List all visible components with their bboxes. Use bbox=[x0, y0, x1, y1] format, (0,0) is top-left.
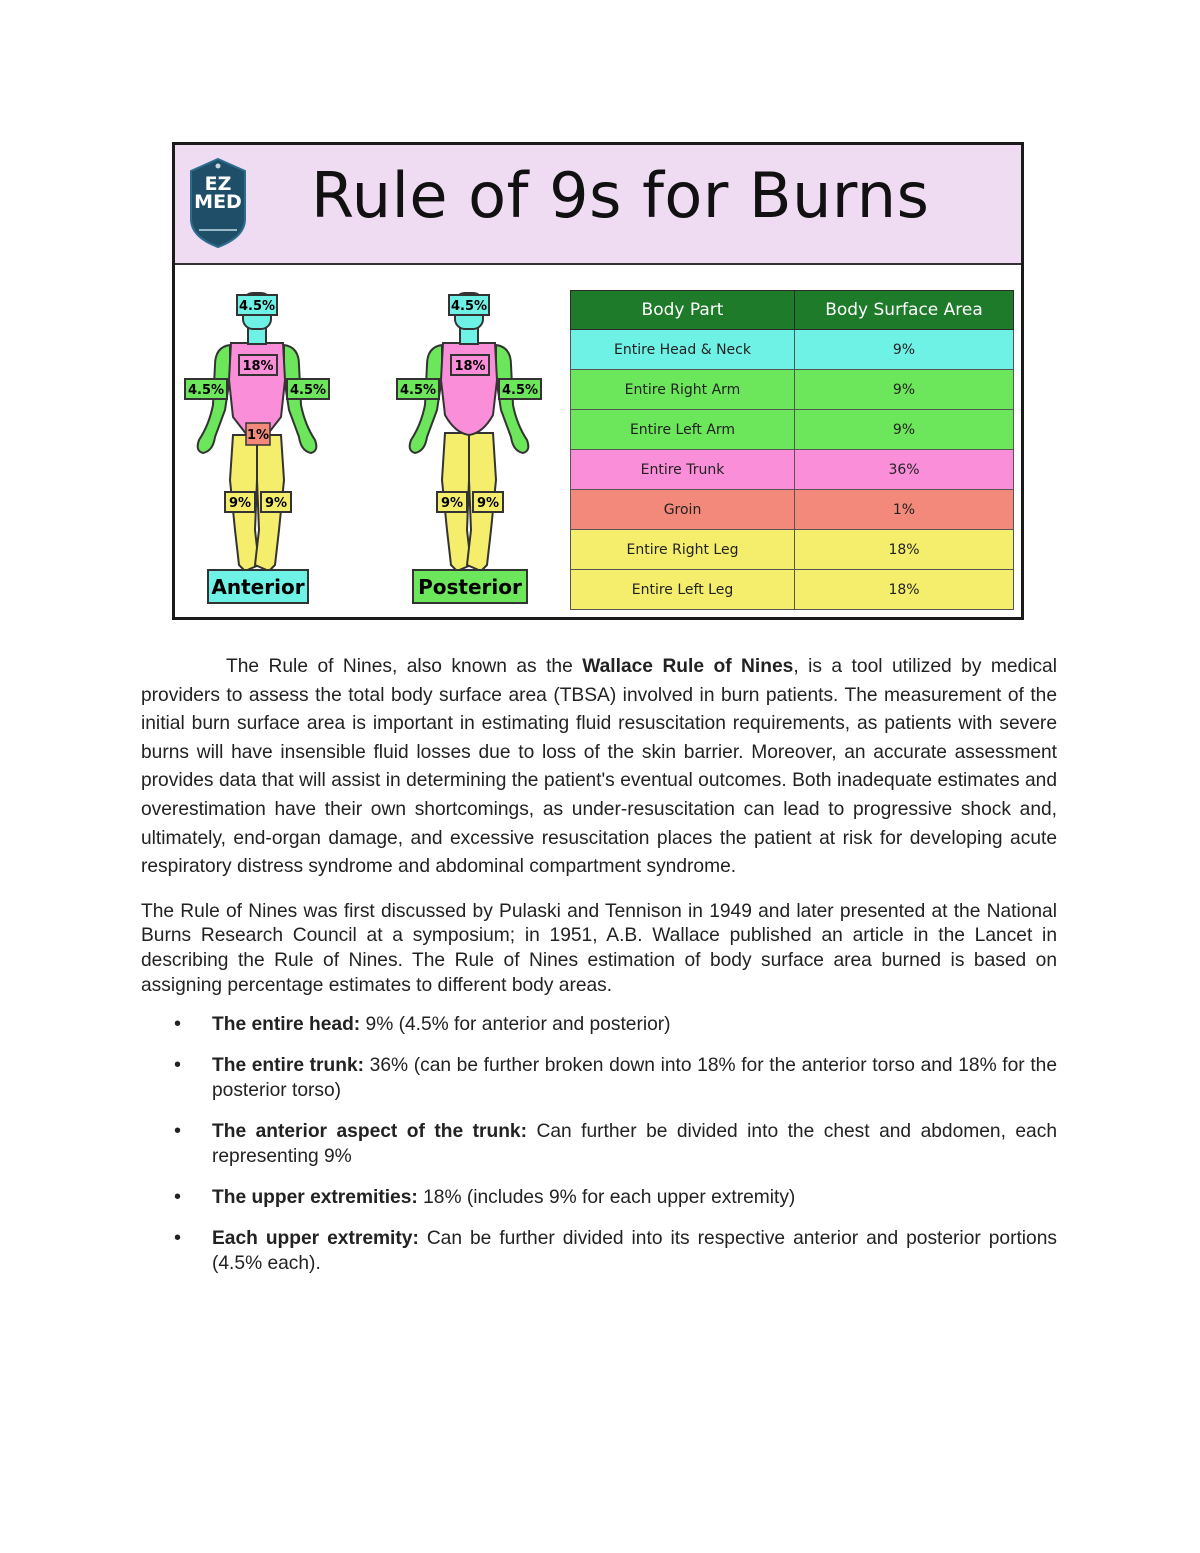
header-body-surface-area: Body Surface Area bbox=[795, 291, 1014, 330]
list-item-label: The entire head: bbox=[212, 1014, 361, 1036]
infographic-banner bbox=[175, 145, 1021, 265]
posterior-caption: Posterior bbox=[418, 575, 522, 599]
post-label-rarm: 4.5% bbox=[501, 383, 539, 398]
list-item bbox=[141, 1119, 1057, 1169]
body-figures bbox=[175, 265, 570, 620]
list-item-label: The upper extremities: bbox=[212, 1187, 418, 1209]
row-part: Entire Left Arm bbox=[571, 410, 795, 450]
list-item bbox=[141, 1012, 1057, 1037]
ant-label-head: 4.5% bbox=[238, 299, 276, 314]
bullet-icon: • bbox=[174, 1227, 182, 1250]
list-item-text: 18% (includes 9% for each upper extremity) bbox=[417, 1187, 796, 1209]
ant-label-larm: 4.5% bbox=[187, 383, 225, 398]
list-item-label: Each upper extremity: bbox=[212, 1228, 419, 1250]
post-label-larm: 4.5% bbox=[399, 383, 437, 398]
posterior-figure bbox=[397, 293, 541, 603]
table-row bbox=[571, 490, 1014, 530]
row-part: Entire Trunk bbox=[571, 450, 795, 490]
article-body bbox=[141, 653, 1057, 1292]
list-item-text: 36% (can be further broken down into 18% for the anterior torso and 18% for the posterior torso) bbox=[212, 1055, 1057, 1102]
infographic-title: Rule of 9s for Burns bbox=[311, 159, 930, 232]
post-label-rleg: 9% bbox=[476, 496, 500, 511]
row-part: Entire Right Arm bbox=[571, 370, 795, 410]
intro-paragraph bbox=[141, 653, 1057, 882]
anterior-caption: Anterior bbox=[211, 575, 305, 599]
post-label-head: 4.5% bbox=[450, 299, 488, 314]
row-area: 9% bbox=[795, 370, 1014, 410]
ant-label-lleg: 9% bbox=[228, 496, 252, 511]
list-item-label: The anterior aspect of the trunk: bbox=[212, 1121, 527, 1143]
list-item-text: Can further be divided into the chest and abdomen, each representing 9% bbox=[212, 1121, 1057, 1168]
table-row bbox=[571, 530, 1014, 570]
post-label-trunk: 18% bbox=[454, 359, 486, 374]
ant-label-rarm: 4.5% bbox=[289, 383, 327, 398]
list-item-label: The entire trunk: bbox=[212, 1055, 365, 1077]
table-header-row bbox=[571, 291, 1014, 330]
list-item bbox=[141, 1226, 1057, 1276]
ant-label-rleg: 9% bbox=[264, 496, 288, 511]
bullet-icon: • bbox=[174, 1186, 182, 1209]
table-row bbox=[571, 370, 1014, 410]
row-area: 9% bbox=[795, 330, 1014, 370]
ant-label-groin: 1% bbox=[246, 428, 270, 443]
logo-text: EZ MED bbox=[194, 173, 242, 213]
list-item bbox=[141, 1185, 1057, 1210]
body-surface-area-table bbox=[570, 290, 1014, 610]
bullet-icon: • bbox=[174, 1013, 182, 1036]
row-part: Entire Right Leg bbox=[571, 530, 795, 570]
history-paragraph: The Rule of Nines was first discussed by Pulaski and Tennison in 1949 and later presented at the National Burns Research Council at a symposium; in 1951, A.B. Wallace published an article in the Lancet in describing the Rule of Nines. The Rule of Nines estimation of body surface area burned is based on assigning percentage estimates to different body areas. bbox=[141, 900, 1057, 996]
row-area: 1% bbox=[795, 490, 1014, 530]
row-area: 9% bbox=[795, 410, 1014, 450]
list-item-text: Can be further divided into its respective anterior and posterior portions (4.5% each). bbox=[212, 1228, 1057, 1275]
body-area-list bbox=[141, 1012, 1057, 1276]
row-part: Entire Left Leg bbox=[571, 570, 795, 610]
table-row bbox=[571, 410, 1014, 450]
header-body-part: Body Part bbox=[571, 291, 795, 330]
ant-label-trunk: 18% bbox=[242, 359, 274, 374]
anterior-figure bbox=[185, 293, 329, 603]
row-area: 36% bbox=[795, 450, 1014, 490]
list-item-text: 9% (4.5% for anterior and posterior) bbox=[360, 1014, 671, 1036]
row-area: 18% bbox=[795, 530, 1014, 570]
row-part: Groin bbox=[571, 490, 795, 530]
bullet-icon: • bbox=[174, 1120, 182, 1143]
table-row bbox=[571, 570, 1014, 610]
ezmed-logo bbox=[187, 157, 249, 249]
list-item bbox=[141, 1053, 1057, 1103]
intro-text-rest: , is a tool utilized by medical providers to assess the total body surface area (TBSA) involved in burn patients. The measurement of the initial burn surface area is important in estimating fluid resuscitation requirements, as patients with severe burns will have insensible fluid losses due to loss of the skin barrier. Moreover, an accurate assessment provides data that will assist in determining the patient's eventual outcomes. Both inadequate estimates and overestimation have their own shortcomings, as under-resuscitation can lead to progressive shock and, ultimately, end-organ damage, and excessive resuscitation places the patient at risk for developing acute respiratory distress syndrome and abdominal compartment syndrome. bbox=[141, 656, 1057, 878]
bullet-icon: • bbox=[174, 1054, 182, 1077]
table-row bbox=[571, 450, 1014, 490]
wallace-rule-term: Wallace Rule of Nines bbox=[582, 656, 794, 677]
intro-text-start: The Rule of Nines, also known as the bbox=[226, 656, 583, 677]
post-label-lleg: 9% bbox=[440, 496, 464, 511]
row-part: Entire Head & Neck bbox=[571, 330, 795, 370]
row-area: 18% bbox=[795, 570, 1014, 610]
table-row bbox=[571, 330, 1014, 370]
rule-of-nines-infographic bbox=[172, 142, 1024, 620]
